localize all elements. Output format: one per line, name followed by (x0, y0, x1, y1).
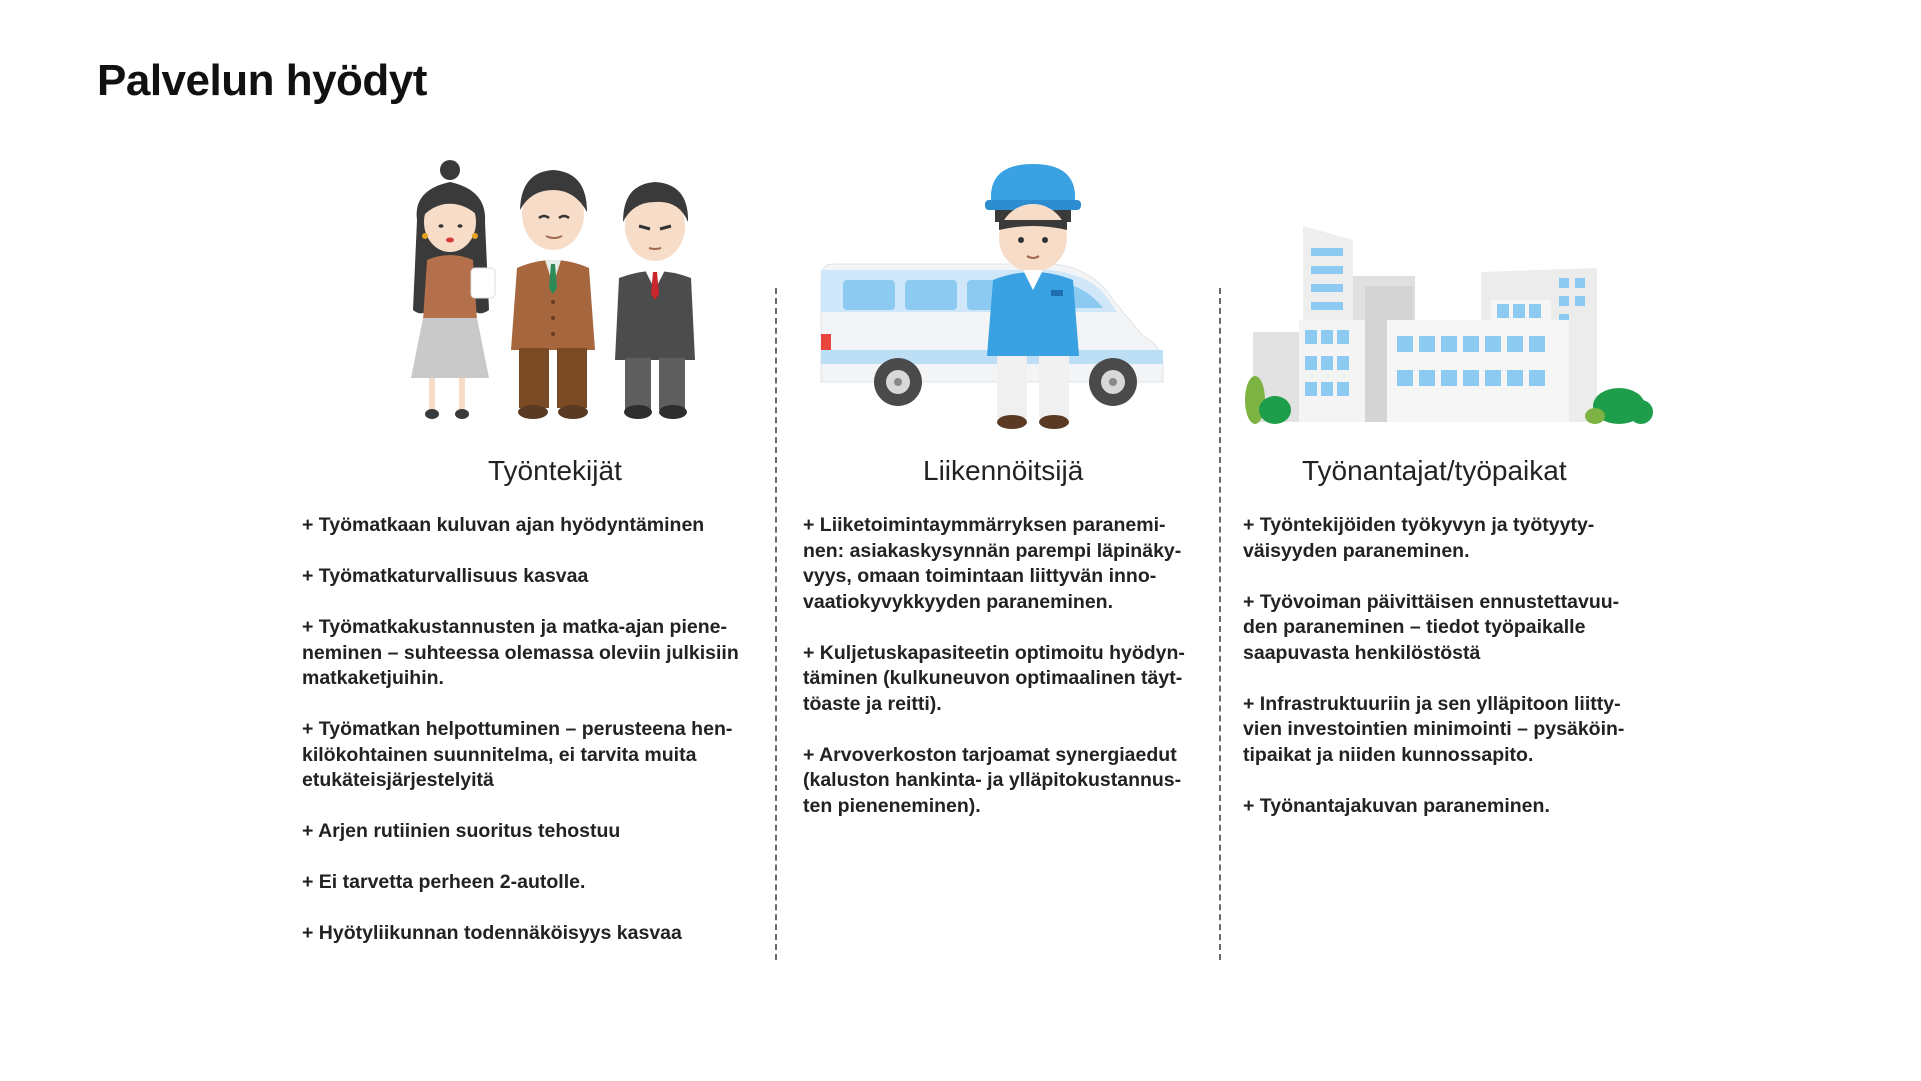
column-divider (775, 288, 777, 960)
column-divider (1219, 288, 1221, 960)
column-heading: Työntekijät (488, 455, 622, 486)
column-employers (1243, 160, 1643, 817)
page-title: Palvelun hyödyt (97, 56, 427, 105)
column-employees (300, 160, 750, 944)
column-heading: Työnantajat/työpaikat (1302, 455, 1567, 486)
list-item: + Kuljetuskapasiteetin optimoitu hyödyn- täminen (kulkuneuvon optimaalinen täyt- töaste ja reitti). (803, 641, 1185, 715)
benefit-list (1243, 513, 1624, 845)
illustration-employers (1243, 160, 1643, 442)
three-people-icon (405, 160, 725, 442)
list-item: + Arjen rutiinien suoritus tehostuu (302, 820, 621, 842)
list-item: + Työntekijöiden työkyvyn ja työtyyty- väisyyden paraneminen. (1243, 514, 1595, 562)
benefit-list (803, 513, 1185, 845)
list-item: + Ei tarvetta perheen 2-autolle. (302, 871, 586, 893)
list-item: + Työmatkan helpottuminen – perusteena hen- kilökohtainen suunnitelma, ei tarvita muita etukäteisjärjestelyitä (302, 718, 733, 791)
list-item: + Työnantajakuvan paraneminen. (1243, 794, 1550, 817)
list-item: + Infrastruktuuriin ja sen ylläpitoon liitty- vien investointien minimointi – pysäköin- tipaikat ja niiden kunnossapito. (1243, 692, 1625, 766)
office-buildings-icon (1241, 160, 1653, 442)
list-item: + Työvoiman päivittäisen ennustettavuu- den paraneminen – tiedot työpaikalle saapuvasta henkilöstöstä (1243, 590, 1620, 664)
list-item: + Hyötyliikunnan todennäköisyys kasvaa (302, 922, 682, 944)
benefit-list (302, 513, 739, 972)
list-item: + Liiketoimintaymmärryksen paranemi- nen: asiakaskysynnän parempi läpinäky- vyys, omaan toimintaan liittyvän inno- vaatiokyvykkyyden paraneminen. (803, 514, 1182, 613)
column-heading: Liikennöitsijä (923, 455, 1084, 486)
list-item: + Työmatkaan kuluvan ajan hyödyntäminen (302, 514, 705, 536)
list-item: + Arvoverkoston tarjoamat synergiaedut (kaluston hankinta- ja ylläpitokustannus- ten pieneneminen). (803, 743, 1182, 817)
column-operator (803, 160, 1198, 817)
list-item: + Työmatkakustannusten ja matka-ajan piene- neminen – suhteessa olemassa oleviin julkisiin matkaketjuihin. (302, 616, 739, 689)
list-item: + Työmatkaturvallisuus kasvaa (302, 565, 589, 587)
illustration-operator (803, 160, 1198, 442)
illustration-employees (300, 160, 750, 442)
van-driver-icon (813, 160, 1183, 442)
